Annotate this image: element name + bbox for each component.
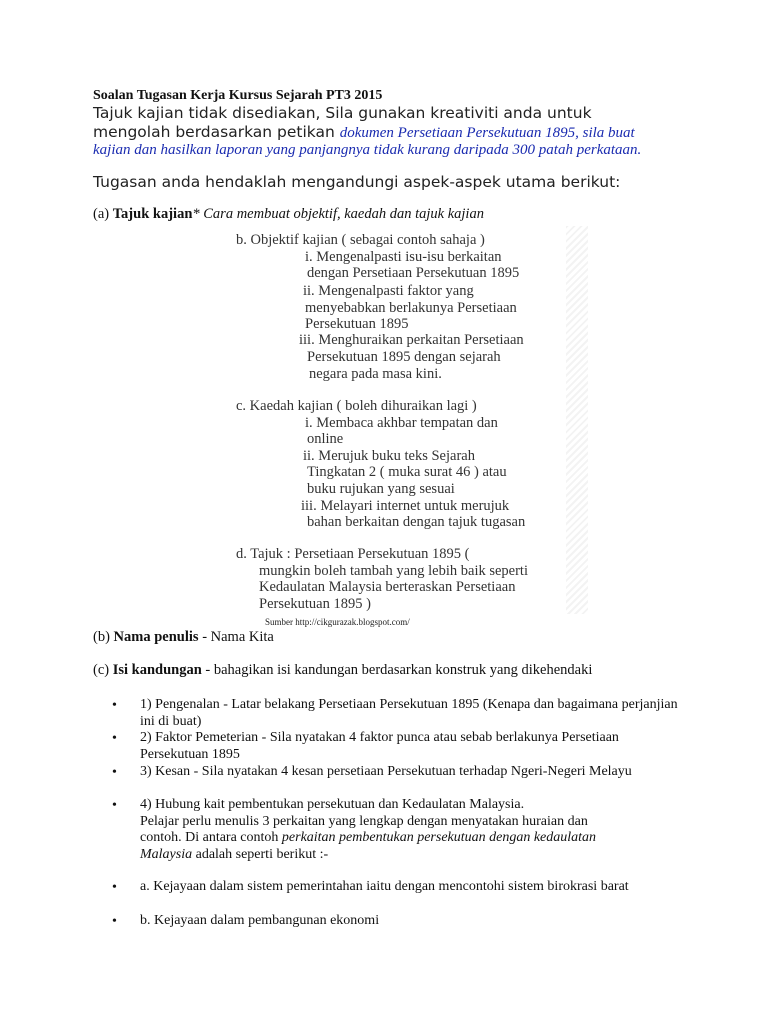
intro-line-3: kajian dan hasilkan laporan yang panjangnya tidak kurang daripada 300 patah perkataan. [93, 142, 642, 158]
intro-line-2-italic: dokumen Persetiaan Persekutuan 1895, sila buat [339, 125, 635, 141]
scan-edge-texture [566, 226, 588, 614]
section-b-prefix: (b) [93, 629, 114, 645]
list-item-line [140, 830, 680, 847]
list-item-italic: perkaitan pembentukan persekutuan dengan kedaulatan [281, 830, 597, 845]
page-heading: Soalan Tugasan Kerja Kursus Sejarah PT3 2015 [93, 88, 383, 103]
bullet-icon: • [112, 731, 117, 746]
scan-b-item: dengan Persetiaan Persekutuan 1895 [307, 265, 520, 281]
section-b-rest: - Nama Kita [198, 629, 274, 645]
scanned-excerpt [223, 226, 588, 614]
scan-b-item: negara pada masa kini. [309, 366, 442, 382]
scan-c-item: buku rujukan yang sesuai [307, 481, 455, 497]
bullet-icon: • [112, 880, 117, 895]
scan-c-title: c. Kaedah kajian ( boleh dihuraikan lagi ) [236, 398, 477, 414]
list-item-italic: Malaysia [140, 846, 193, 862]
list-item-line: 4) Hubung kait pembentukan persekutuan dan Kedaulatan Malaysia. [140, 797, 525, 812]
scan-b-title: b. Objektif kajian ( sebagai contoh sahaja ) [236, 232, 485, 248]
list-item-line [140, 847, 680, 864]
list-item: 3) Kesan - Sila nyatakan 4 kesan persetiaan Persekutuan terhadap Ngeri-Negeri Melayu [140, 764, 632, 779]
list-item [140, 797, 680, 863]
scan-c-item: Tingkatan 2 ( muka surat 46 ) atau [307, 464, 507, 480]
list-item: b. Kejayaan dalam pembangunan ekonomi [140, 913, 380, 928]
section-b [93, 629, 274, 646]
list-item-line: Pelajar perlu menulis 3 perkaitan yang lengkap dengan menyatakan huraian dan [140, 813, 588, 829]
section-a-note: * Cara membuat objektif, kaedah dan tajuk kajian [192, 206, 484, 222]
task-line: Tugasan anda hendaklah mengandungi aspek-aspek utama berikut: [93, 173, 621, 191]
intro-line-1: Tajuk kajian tidak disediakan, Sila gunakan kreativiti anda untuk [93, 104, 592, 122]
scan-b-item: iii. Menghuraikan perkaitan Persetiaan [299, 332, 524, 348]
scan-d-item: mungkin boleh tambah yang lebih baik seperti [259, 563, 528, 579]
section-b-label: Nama penulis [113, 629, 199, 645]
scan-c-item: online [307, 431, 344, 447]
scan-c-item: ii. Merujuk buku teks Sejarah [303, 448, 475, 464]
list-item: 1) Pengenalan - Latar belakang Persetiaan Persekutuan 1895 (Kenapa dan bagaimana perjanjian ini di buat) [140, 697, 678, 729]
bullet-icon: • [112, 698, 117, 713]
bullet-icon: • [112, 798, 117, 813]
scan-d-item: Kedaulatan Malaysia berteraskan Persetiaan [259, 579, 516, 595]
section-c [93, 662, 592, 679]
section-a-label: Tajuk kajian [112, 206, 193, 222]
scan-b-item: menyebabkan berlakunya Persetiaan [305, 300, 517, 316]
scan-b-item: i. Mengenalpasti isu-isu berkaitan [305, 249, 502, 265]
section-a [93, 206, 484, 223]
scan-d-item: Persekutuan 1895 ) [259, 596, 371, 612]
section-c-prefix: (c) [93, 662, 113, 678]
intro-line-2-plain: mengolah berdasarkan petikan [93, 123, 340, 141]
scan-d-title: d. Tajuk : Persetiaan Persekutuan 1895 ( [236, 546, 470, 562]
section-c-label: Isi kandungan [112, 662, 202, 678]
section-c-rest: - bahagikan isi kandungan berdasarkan konstruk yang dikehendaki [201, 662, 593, 678]
scan-b-item: Persekutuan 1895 dengan sejarah [307, 349, 501, 365]
section-a-prefix: (a) [93, 206, 113, 222]
list-item-plain: adalah seperti berikut :- [192, 846, 329, 862]
bullet-icon: • [112, 765, 117, 780]
source-caption: Sumber http://cikgurazak.blogspot.com/ [265, 617, 410, 627]
bullet-icon: • [112, 914, 117, 929]
scan-b-item: Persekutuan 1895 [305, 316, 409, 332]
scan-c-item: bahan berkaitan dengan tajuk tugasan [307, 514, 526, 530]
list-item-plain: contoh. Di antara contoh [140, 830, 282, 845]
intro-line-2 [93, 123, 635, 142]
scan-c-item: i. Membaca akhbar tempatan dan [305, 415, 498, 431]
scan-b-item: ii. Mengenalpasti faktor yang [303, 283, 474, 299]
list-item: 2) Faktor Pemeterian - Sila nyatakan 4 faktor punca atau sebab berlakunya Persetiaan Persekutuan 1895 [140, 730, 619, 762]
scan-c-item: iii. Melayari internet untuk merujuk [301, 498, 510, 514]
list-item: a. Kejayaan dalam sistem pemerintahan iaitu dengan mencontohi sistem birokrasi barat [140, 879, 629, 894]
